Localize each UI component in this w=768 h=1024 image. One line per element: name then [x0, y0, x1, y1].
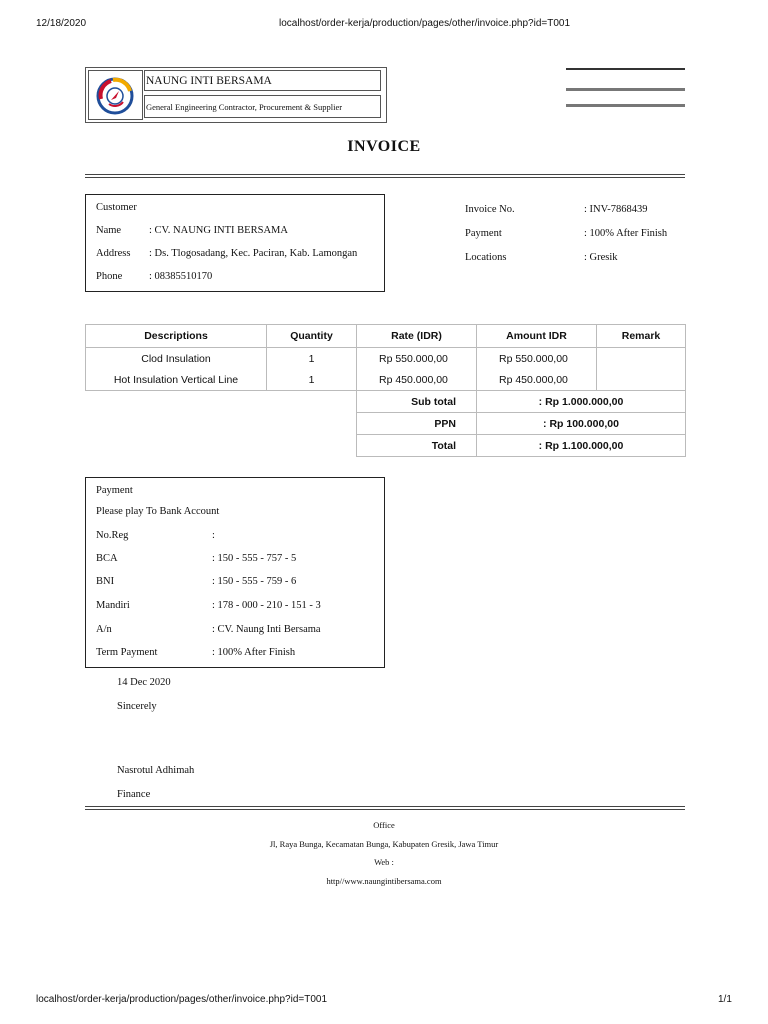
customer-phone-label: Phone	[96, 271, 123, 282]
subtotal-label: Sub total	[357, 391, 477, 413]
company-logo	[88, 70, 143, 120]
payment-noreg-value: :	[212, 530, 215, 541]
payment-holder-label: A/n	[96, 624, 112, 635]
company-tagline: General Engineering Contractor, Procurement & Supplier	[144, 95, 381, 118]
print-page-number: 1/1	[718, 994, 732, 1005]
signature-name: Nasrotul Adhimah	[117, 765, 195, 776]
title-divider	[85, 174, 685, 178]
payment-mandiri-value: : 178 - 000 - 210 - 151 - 3	[212, 600, 321, 611]
payment-bni-label: BNI	[96, 576, 115, 587]
item-quantity: 1	[267, 348, 357, 370]
item-remark	[597, 348, 686, 370]
column-header-amount: Amount IDR	[477, 325, 597, 348]
company-name: NAUNG INTI BERSAMA	[144, 70, 381, 91]
invoice-number-label: Invoice No.	[465, 204, 515, 215]
signature-closing: Sincerely	[117, 701, 157, 712]
subtotal-row	[86, 391, 686, 413]
summary-spacer	[86, 435, 357, 457]
item-amount: Rp 550.000,00	[477, 348, 597, 370]
customer-box	[85, 194, 385, 292]
customer-name-label: Name	[96, 225, 122, 236]
company-logo-icon	[89, 71, 142, 119]
customer-phone-value: : 08385510170	[149, 271, 213, 282]
table-header-row	[86, 325, 686, 348]
item-rate: Rp 450.000,00	[357, 369, 477, 391]
footer-divider	[85, 806, 685, 810]
payment-bni-value: : 150 - 555 - 759 - 6	[212, 576, 297, 587]
payment-mandiri-label: Mandiri	[96, 600, 130, 611]
ppn-row	[86, 413, 686, 435]
total-row	[86, 435, 686, 457]
invoice-location-value: : Gresik	[584, 252, 618, 263]
signature-position: Finance	[117, 789, 151, 800]
payment-noreg-label: No.Reg	[96, 530, 129, 541]
summary-spacer	[86, 391, 357, 413]
item-description: Hot Insulation Vertical Line	[86, 369, 267, 391]
invoice-location-label: Locations	[465, 252, 507, 263]
header-rule-middle	[566, 88, 685, 91]
payment-bca-value: : 150 - 555 - 757 - 5	[212, 553, 297, 564]
invoice-payment-value: : 100% After Finish	[584, 228, 668, 239]
ppn-value: : Rp 100.000,00	[477, 413, 686, 435]
invoice-title: INVOICE	[347, 138, 421, 155]
item-rate: Rp 550.000,00	[357, 348, 477, 370]
header-rule-bottom	[566, 104, 685, 107]
customer-heading: Customer	[96, 202, 137, 213]
customer-address-value: : Ds. Tlogosadang, Kec. Paciran, Kab. Lamongan	[149, 248, 358, 259]
payment-term-label: Term Payment	[96, 647, 158, 658]
column-header-rate: Rate (IDR)	[357, 325, 477, 348]
payment-holder-value: : CV. Naung Inti Bersama	[212, 624, 321, 635]
total-value: : Rp 1.100.000,00	[477, 435, 686, 457]
company-header	[85, 67, 387, 123]
header-rule-top	[566, 68, 685, 70]
print-url: localhost/order-kerja/production/pages/other/invoice.php?id=T001	[279, 18, 571, 29]
column-header-descriptions: Descriptions	[86, 325, 267, 348]
invoice-number-value: : INV-7868439	[584, 204, 648, 215]
payment-instruction: Please play To Bank Account	[96, 506, 220, 517]
payment-bca-label: BCA	[96, 553, 118, 564]
item-remark	[597, 369, 686, 391]
office-web-url: http//www.naungintibersama.com	[326, 876, 442, 886]
payment-term-value: : 100% After Finish	[212, 647, 296, 658]
invoice-payment-label: Payment	[465, 228, 502, 239]
payment-heading: Payment	[96, 485, 133, 496]
items-table	[85, 324, 686, 457]
print-date: 12/18/2020	[36, 18, 87, 29]
office-address: Jl, Raya Bunga, Kecamatan Bunga, Kabupaten Gresik, Jawa Timur	[269, 839, 499, 849]
table-row	[86, 369, 686, 391]
payment-box	[85, 477, 385, 668]
office-heading: Office	[373, 820, 395, 830]
item-amount: Rp 450.000,00	[477, 369, 597, 391]
ppn-label: PPN	[357, 413, 477, 435]
item-quantity: 1	[267, 369, 357, 391]
total-label: Total	[357, 435, 477, 457]
column-header-quantity: Quantity	[267, 325, 357, 348]
column-header-remark: Remark	[597, 325, 686, 348]
item-description: Clod Insulation	[86, 348, 267, 370]
signature-date: 14 Dec 2020	[117, 677, 171, 688]
print-footer-url: localhost/order-kerja/production/pages/other/invoice.php?id=T001	[36, 994, 328, 1005]
office-web-label: Web :	[374, 857, 394, 867]
summary-spacer	[86, 413, 357, 435]
customer-name-value: : CV. NAUNG INTI BERSAMA	[149, 225, 288, 236]
customer-address-label: Address	[96, 248, 131, 259]
table-row	[86, 348, 686, 370]
subtotal-value: : Rp 1.000.000,00	[477, 391, 686, 413]
